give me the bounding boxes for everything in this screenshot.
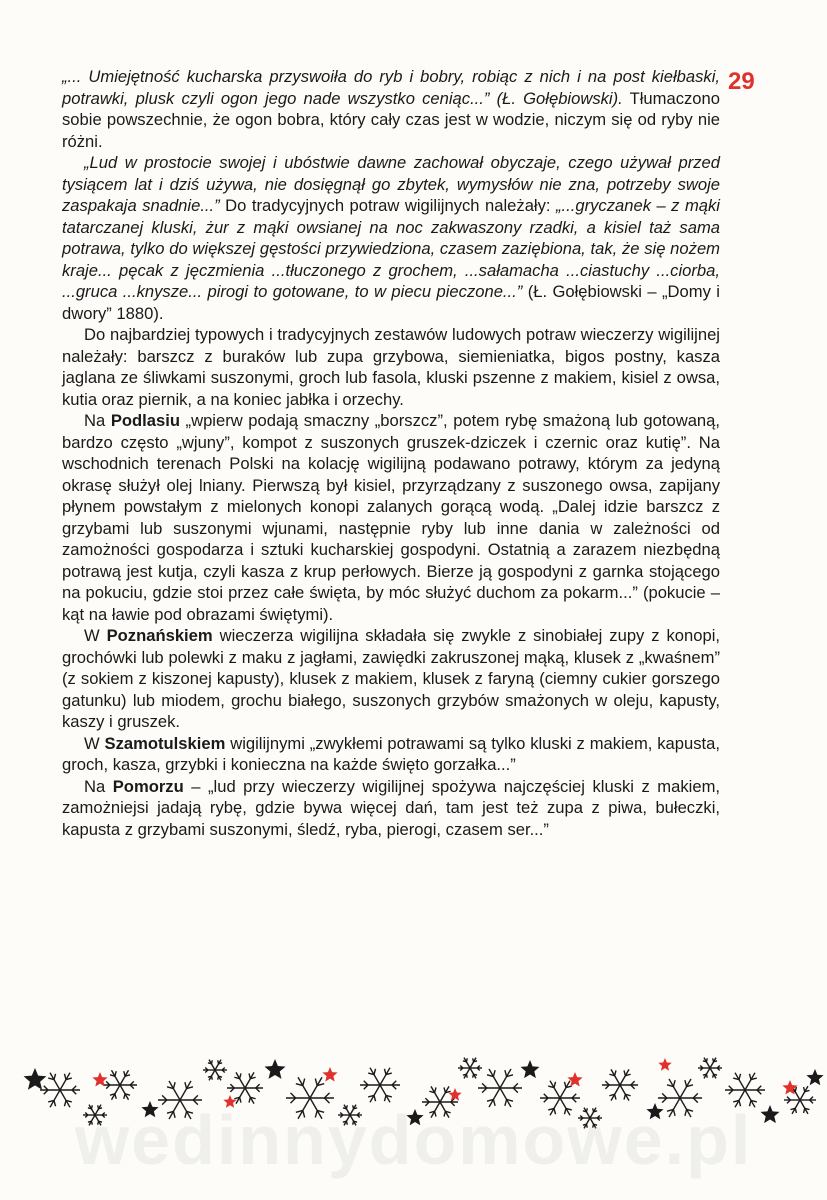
- star-icon: [567, 1072, 582, 1087]
- snowflake-icon: [458, 1058, 482, 1079]
- text: „wpierw podają smaczny „borszcz”, potem rybę smażoną lub gotowaną, bardzo często „wjuny”, kompot z suszonych gruszek-dziczek i czernic oraz kutię”. Na wschodnich terenach Polski na kolację wigilijną podawano potrawy, którym za jedyną okrasę służył olej lniany. Pierwszą był kisiel, przyrządzany z suszonego owsa, zapijany płynem powstałym z mielonych konopi zalanych gorącą wodą. „Dalej idzie barszcz z grzybami lub suszonymi wjunami, następnie ryby lub inne dania w zależności od zamożności gospodarza i sztuki kucharskiej gospodyni. Ostatnią a zarazem niezbędną potrawą jest kutja, czyli kasza z krup perłowych. Bierze ją gospodyni z garnka stojącego na pokuciu, gdzie stoi przez całe święta, by móc służyć duchom za pokarm...” (pokucie – kąt na ławie pod obrazami świętymi).: [62, 411, 720, 624]
- text: – „lud przy wieczerzy wigilijnej spożywa najczęściej kluski z makiem, zamożniejsi jadają rybę, gdzie bywa więcej dań, tam jest też zupa z piwa, bułeczki, kapusta z grzybami suszonymi, śledź, ryba, pierogi, czasem ser...”: [62, 776, 720, 839]
- paragraph-podlasie: [62, 410, 720, 625]
- article-body: [62, 66, 720, 840]
- text: W: [84, 733, 105, 753]
- text: W: [84, 626, 107, 645]
- star-icon: [322, 1067, 337, 1082]
- region-name: Pomorzu: [112, 776, 184, 796]
- paragraph-pomorze: [62, 776, 720, 841]
- text: Tłumaczono sobie powszechnie, że ogon bobra, który cały czas jest w wodzie, niczym się od ryby nie różni.: [62, 88, 720, 151]
- quote: „Lud w prostocie swojej i ubóstwie dawne zachował obyczaje, czego używał przed tysiącem lat i dziś używa, nie dosięgnął go zbytek, wymysłów nie zna, potrzeby swoje zaspakaja snadnie...”: [62, 153, 720, 215]
- page-number: 29: [728, 68, 755, 95]
- snowflake-icon: [360, 1068, 400, 1103]
- star-icon: [658, 1058, 671, 1071]
- paragraph-1: [62, 66, 720, 152]
- star-icon: [521, 1060, 540, 1078]
- quote: „... Umiejętność kucharska przyswoiła do ryb i bobry, robiąc z nich i na post kiełbaski, potrawki, plusk czyli ogon jego nade wszystko ceniąc...” (Ł. Gołębiowski).: [62, 67, 720, 108]
- text: Na: [84, 776, 113, 796]
- paragraph-3: Do najbardziej typowych i tradycyjnych zestawów ludowych potraw wieczerzy wigilijnej należały: barszcz z buraków lub zupa grzybowa, siemieniatka, bigos postny, kasza jaglana ze śliwkami suszonymi, groch lub fasola, kluski pszenne z makiem, kisiel z owsa, kutia oraz piernik, a na koniec jabłka i orzechy.: [62, 325, 720, 409]
- snowflake-icon: [698, 1058, 722, 1079]
- snowflake-icon: [602, 1069, 638, 1100]
- region-name: Szamotulskiem: [104, 733, 226, 753]
- snowflake-icon: [227, 1072, 263, 1103]
- text: Do tradycyjnych potraw wigilijnych należały:: [219, 196, 556, 215]
- watermark: wedinnydomowe.pl: [74, 1101, 753, 1179]
- region-name: Podlasiu: [110, 411, 180, 430]
- text: Na: [84, 411, 111, 430]
- snowflake-icon: [103, 1070, 137, 1099]
- text: wigilijnymi „zwykłemi potrawami są tylko kluski z makiem, kapusta, groch, kasza, grzybki i konieczna na każde święto gorzałka...”: [62, 733, 720, 774]
- paragraph-2: [62, 152, 720, 324]
- text: (Ł. Gołębiowski – „Domy i dwory” 1880).: [62, 282, 720, 323]
- paragraph-poznanskie: [62, 625, 720, 733]
- text: wieczerza wigilijna składała się zwykle z sinobiałej zupy z konopi, grochówki lub polewki z maku z jagłami, zawiędki zakruszonej mąką, klusek z „kwaśnem” (z sokiem z kiszonej kapusty), klusek z makiem, klusek z faryną (ciemny cukier gorszego gatunku) lub miodem, grochu białego, suszonych grzybów smażonych w oleju, kapusty, kaszy i gruszek.: [62, 626, 720, 731]
- region-name: Poznańskiem: [106, 626, 213, 645]
- snowflake-icon: [203, 1060, 227, 1081]
- paragraph-szamotulskie: [62, 733, 720, 776]
- star-icon: [806, 1069, 823, 1085]
- star-icon: [265, 1059, 286, 1079]
- quote: „...gryczanek – z mąki tatarczanej kluski, żur z mąki owsianej na noc zakwaszony rzadki, a kisiel taż sama potrawa, tylko do większej gęstości przywiedziona, czasem zaziębiona, tak, że się nożem kraje... pęcak z jęczmienia ...tłuczonego z grochem, ...sałamacha ...ciastuchy ...ciorba, ...gruca ...knysze... pirogi to gotowane, to w piecu pieczone...”: [62, 196, 720, 301]
- star-icon: [448, 1088, 461, 1101]
- star-icon: [24, 1068, 47, 1090]
